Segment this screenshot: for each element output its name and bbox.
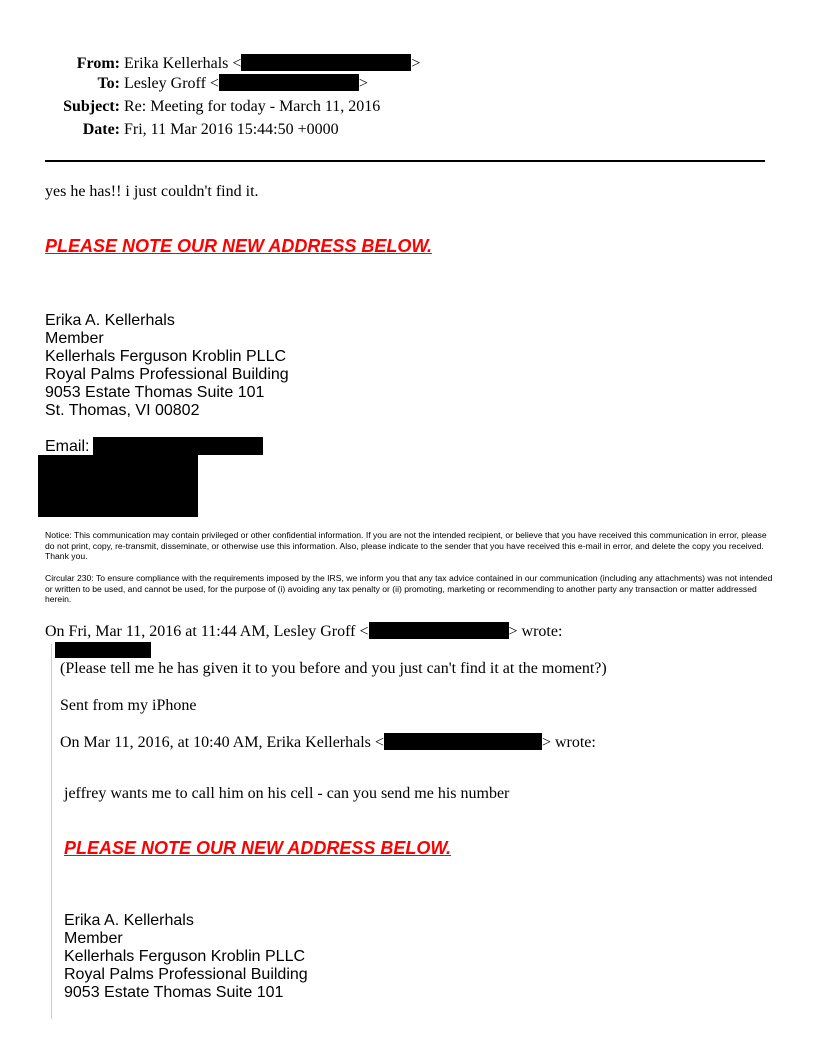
inner-signature-firm: Kellerhals Ferguson Kroblin PLLC [64, 948, 306, 965]
inner-text: jeffrey wants me to call him on his cell - can you send me his number [64, 785, 510, 802]
from-end: > [411, 55, 421, 72]
quoted-question: (Please tell me he has given it to you before and you just can't find it at the moment?) [60, 660, 607, 677]
inner-attribution-start: On Mar 11, 2016, at 10:40 AM, Erika Kellerhals < [60, 734, 384, 751]
redacted-contact-block [38, 455, 198, 517]
notice-disclaimer: Notice: This communication may contain privileged or other confidential information. If you are not the intended recipient, or believe that you have received this communication in error, please do not print, copy, re-transmit, disseminate, or otherwise use this information. Also, please indicate to the sender that you have received this e-mail in error, and delete the copy you received. Thank you. [45, 530, 767, 561]
inner-address-notice-banner: PLEASE NOTE OUR NEW ADDRESS BELOW. [64, 838, 452, 858]
signature-name: Erika A. Kellerhals [45, 312, 175, 329]
quoted-attribution-end: > wrote: [508, 623, 563, 640]
redacted-inner-email [384, 733, 542, 750]
inner-signature-title: Member [64, 930, 123, 947]
redacted-email-address [93, 437, 263, 455]
inner-attribution-end: > wrote: [541, 734, 596, 751]
signature-building: Royal Palms Professional Building [45, 366, 289, 383]
header-subject-row [0, 97, 380, 117]
from-value: Erika Kellerhals < [124, 55, 242, 72]
quoted-sent-from: Sent from my iPhone [60, 697, 197, 714]
redacted-line [55, 642, 151, 658]
header-date-row [0, 120, 339, 140]
inner-attribution [60, 733, 596, 753]
from-label: From: [76, 55, 120, 72]
inner-signature-name: Erika A. Kellerhals [64, 912, 194, 929]
redacted-from-email [241, 54, 411, 71]
redacted-to-email [219, 74, 359, 91]
to-label: To: [97, 75, 120, 92]
inner-signature-street: 9053 Estate Thomas Suite 101 [64, 984, 284, 1001]
date-label: Date: [82, 121, 120, 138]
header-from-row [0, 54, 420, 74]
circular-230-disclaimer: Circular 230: To ensure compliance with the requirements imposed by the IRS, we inform you that any tax advice contained in our communication (including any attachments) was not intended or written to be used, and cannot be used, for the purpose of (i) avoiding any tax penalty or (ii) promoting, marketing or recommending to another party any transaction or matter addressed herein. [45, 573, 773, 604]
subject-label: Subject: [63, 98, 120, 115]
quoted-attribution [45, 622, 562, 642]
reply-text: yes he has!! i just couldn't find it. [45, 183, 259, 200]
subject-value: Re: Meeting for today - March 11, 2016 [124, 98, 381, 115]
signature-city: St. Thomas, VI 00802 [45, 402, 200, 419]
to-end: > [358, 75, 368, 92]
quote-bar [51, 644, 52, 1019]
inner-signature-building: Royal Palms Professional Building [64, 966, 308, 983]
signature-email-label: Email: [45, 438, 90, 455]
header-divider [45, 160, 765, 162]
signature-street: 9053 Estate Thomas Suite 101 [45, 384, 265, 401]
redacted-quoted-email [369, 622, 509, 639]
header-to-row [0, 74, 368, 94]
to-value: Lesley Groff < [124, 75, 219, 92]
signature-title: Member [45, 330, 104, 347]
quoted-attribution-start: On Fri, Mar 11, 2016 at 11:44 AM, Lesley Groff < [45, 623, 369, 640]
address-notice-banner: PLEASE NOTE OUR NEW ADDRESS BELOW. [45, 236, 433, 256]
signature-firm: Kellerhals Ferguson Kroblin PLLC [45, 348, 287, 365]
date-value: Fri, 11 Mar 2016 15:44:50 +0000 [124, 121, 339, 138]
